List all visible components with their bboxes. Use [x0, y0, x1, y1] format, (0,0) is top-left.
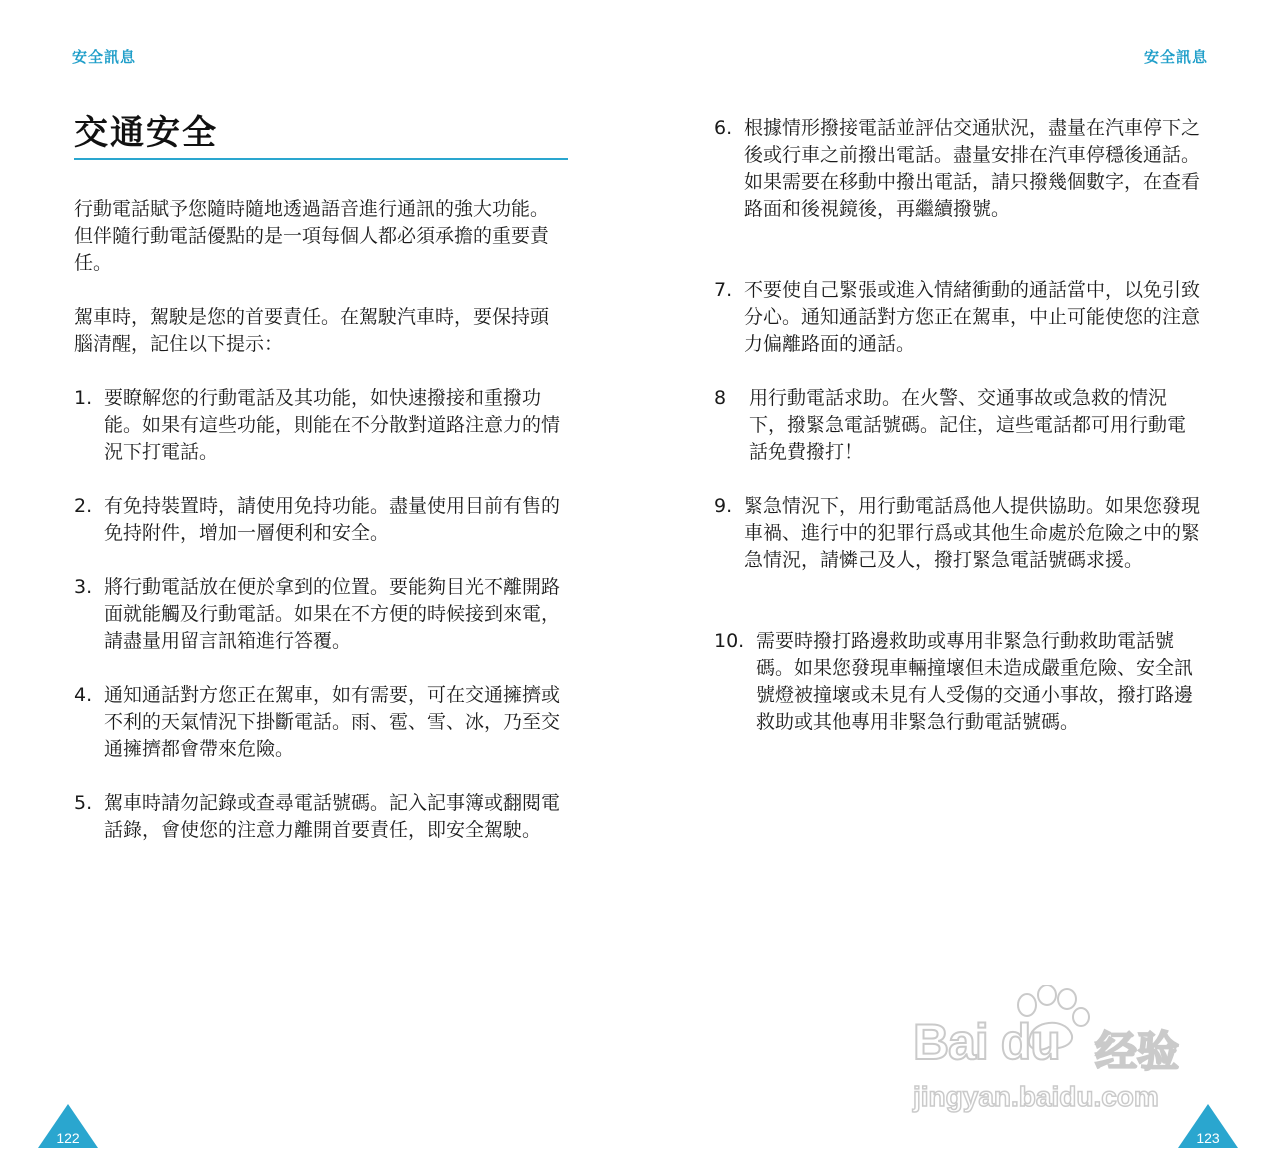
- intro-text: 駕車時，駕駛是您的首要責任。在駕駛汽車時，要保持頭腦清醒，記住以下提示：: [74, 306, 550, 355]
- list-item-number: 3.: [74, 576, 93, 598]
- list-item-number: 9.: [714, 495, 733, 517]
- running-head-left: 安全訊息: [72, 48, 137, 66]
- section-title-wrap: [74, 110, 568, 160]
- section-title: 交通安全: [74, 113, 218, 153]
- list-item: [714, 115, 1204, 223]
- list-item-text: 通知通話對方您正在駕車，如有需要，可在交通擁擠或不利的天氣情況下掛斷電話。雨、雹、雪、冰，乃至交通擁擠都會帶來危險。: [104, 684, 561, 760]
- intro-text: 行動電話賦予您隨時隨地透過語音進行通訊的強大功能。但伴隨行動電話優點的是一項每個人都必須承擔的重要責任。: [74, 198, 550, 274]
- intro-paragraph-1: [74, 196, 564, 277]
- list-item-number: 8: [714, 387, 727, 409]
- list-item: [74, 385, 564, 466]
- list-item: [714, 628, 1204, 736]
- list-item: [74, 493, 564, 547]
- list-item-text: 根據情形撥接電話並評估交通狀況，盡量在汽車停下之後或行車之前撥出電話。盡量安排在汽車停穩後通話。如果需要在移動中撥出電話，請只撥幾個數字，在查看路面和後視鏡後，再繼續撥號。: [744, 117, 1201, 220]
- list-item-number: 1.: [74, 387, 93, 409]
- list-item: [74, 682, 564, 763]
- list-item: [74, 574, 564, 655]
- list-item: [714, 493, 1204, 574]
- list-item-text: 要瞭解您的行動電話及其功能，如快速撥接和重撥功能。如果有這些功能，則能在不分散對道路注意力的情況下打電話。: [104, 387, 561, 463]
- list-item-text: 將行動電話放在便於拿到的位置。要能夠目光不離開路面就能觸及行動電話。如果在不方便的時候接到來電，請盡量用留言訊箱進行答覆。: [104, 576, 561, 652]
- list-item-number: 4.: [74, 684, 93, 706]
- list-item-text: 用行動電話求助。在火警、交通事故或急救的情況下，撥緊急電話號碼。記住，這些電話都可用行動電話免費撥打！: [749, 387, 1187, 463]
- running-head-right: 安全訊息: [1143, 48, 1208, 66]
- list-item-number: 7.: [714, 279, 733, 301]
- watermark-url: jingyan.baidu.com: [913, 1081, 1159, 1112]
- list-item-number: 5.: [74, 792, 93, 814]
- list-item-text: 不要使自己緊張或進入情緒衝動的通話當中，以免引致分心。通知通話對方您正在駕車，中止可能使您的注意力偏離路面的通話。: [744, 279, 1201, 355]
- list-item-number: 6.: [714, 117, 733, 139]
- watermark-cn: 经验: [1095, 1027, 1180, 1076]
- list-item-number: 10.: [714, 630, 745, 652]
- page-number: 123: [1196, 1130, 1220, 1146]
- page-number: 122: [56, 1130, 80, 1146]
- list-item-text: 駕車時請勿記錄或查尋電話號碼。記入記事簿或翻閱電話錄，會使您的注意力離開首要責任，即安全駕駛。: [104, 792, 561, 841]
- list-item-number: 2.: [74, 495, 93, 517]
- list-item: [74, 790, 564, 844]
- list-item-text: 有免持裝置時，請使用免持功能。盡量使用目前有售的免持附件，增加一層便利和安全。: [104, 495, 561, 544]
- baidu-watermark: [905, 985, 1205, 1120]
- intro-paragraph-2: [74, 304, 564, 358]
- list-item-text: 需要時撥打路邊救助或專用非緊急行動救助電話號碼。如果您發現車輛撞壞但未造成嚴重危險、安全訊號燈被撞壞或未見有人受傷的交通小事故，撥打路邊救助或其他專用非緊急行動電話號碼。: [756, 630, 1194, 733]
- list-item: [714, 277, 1204, 358]
- list-item-text: 緊急情況下，用行動電話爲他人提供協助。如果您發現車禍、進行中的犯罪行爲或其他生命處於危險之中的緊急情況，請憐己及人，撥打緊急電話號碼求援。: [744, 495, 1201, 571]
- list-item: [714, 385, 1204, 466]
- watermark-brand: Bai du: [913, 1014, 1060, 1070]
